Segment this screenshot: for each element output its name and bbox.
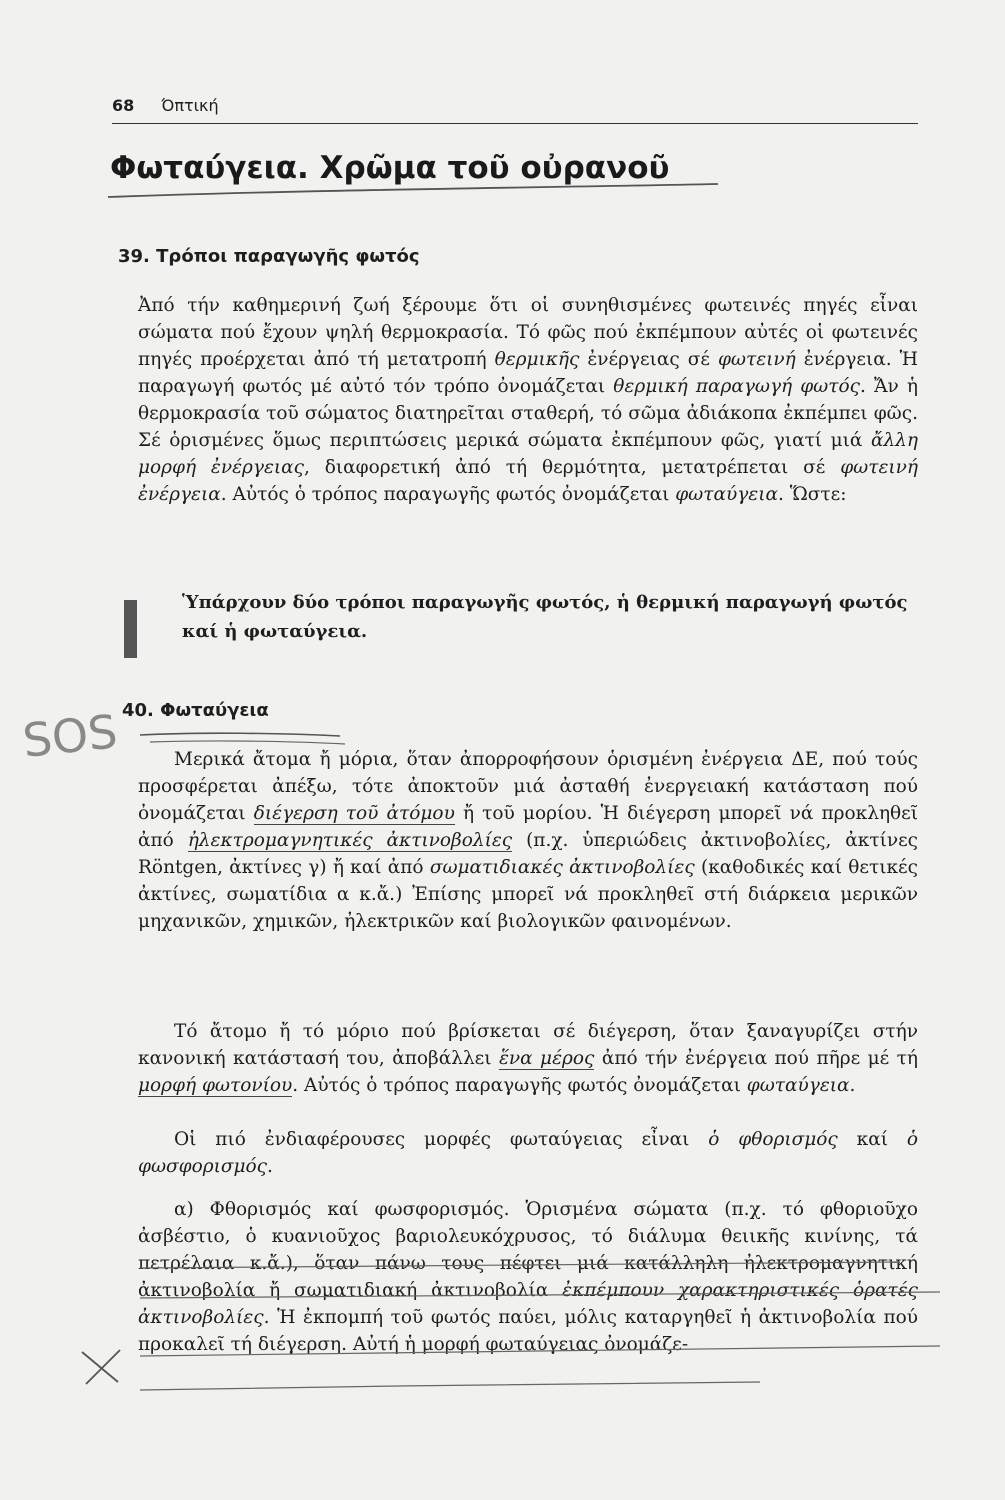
section-40-underline-2 — [150, 741, 345, 744]
margin-handwriting-sos: SOS — [20, 704, 120, 768]
section-40-title: 40. Φωταύγεια — [122, 700, 269, 721]
running-header — [112, 96, 917, 126]
margin-cross-mark — [82, 1350, 120, 1384]
emphasis-bar — [124, 600, 137, 658]
paragraph-excitation: Μερικά ἄτομα ἤ μόρια, ὅταν ἀπορροφήσουν ὁρισμένη ἐνέργεια ΔΕ, πού τούς προσφέρεται ἀπέξω, τότε ἀποκτοῦν μιά ἀσταθή ἐνεργειακή κατάσταση πού ὀνομάζεται διέγερση τοῦ ἀτόμου ἤ τοῦ μορίου. Ἡ διέγερση μπορεῖ νά προκληθεῖ ἀπό ἠλεκτρομαγνητικές ἀκτινοβολίες (π.χ. ὑπεριώδεις ἀκτινοβολίες, ἀκτίνες Röntgen, ἀκτίνες γ) ἤ καί ἀπό σωματιδιακές ἀκτινοβολίες (καθοδικές καί θετικές ἀκτίνες, σωματίδια α κ.ἄ.) Ἐπίσης μπορεῖ νά προκληθεῖ στή διάρκεια μερικῶν μηχανικῶν, χημικῶν, ἠλεκτρικῶν καί βιολογικῶν φαινομένων. — [138, 749, 919, 932]
page-number: 68 — [112, 96, 135, 115]
section-40-underline — [140, 733, 340, 736]
paragraph-photon-emission: Τό ἄτομο ἤ τό μόριο πού βρίσκεται σέ διέγερση, ὅταν ξαναγυρίζει στήν κανονική κατάστασή του, ἀποβάλλει ἕνα μέρος ἀπό τήν ἐνέργεια πού πῆρε μέ τή μορφή φωτονίου. Αὐτός ὁ τρόπος παραγωγῆς φωτός ὀνομάζεται φωταύγεια. — [138, 1021, 918, 1096]
header-rule — [112, 123, 918, 124]
paragraph-forms-of-luminescence: Οἱ πιό ἐνδιαφέρουσες μορφές φωταύγειας εἶναι ὁ φθορισμός καί ὁ φωσφορισμός. — [138, 1129, 918, 1177]
key-statement: Ὑπάρχουν δύο τρόποι παραγωγῆς φωτός, ἡ θερμική παραγωγή φωτός καί ἡ φωταύγεια. — [182, 592, 908, 642]
section-39-title: 39. Τρόποι παραγωγῆς φωτός — [118, 246, 420, 267]
running-title: Όπτική — [161, 96, 219, 115]
line-underline-d — [140, 1382, 760, 1390]
chapter-title: Φωταύγεια. Χρῶμα τοῦ οὐρανοῦ — [110, 150, 670, 186]
paragraph-fluorescence: α) Φθορισμός καί φωσφορισμός. Ὁρισμένα σώματα (π.χ. τό φθοριοῦχο ἀσβέστιο, ὁ κυανιοῦχος βαριολευκόχρυσος, τό διάλυμα θειικῆς κινίνης, τά πετρέλαια κ.ἄ.), ὅταν πάνω τους πέφτει μιά κατάλληλη ἠλεκτρομαγνητική ἀκτινοβολία ἤ σωματιδιακή ἀκτινοβολία ἐκπέμπουν χαρακτηριστικές ὁρατές ἀκτινοβολίες. Ἡ ἐκπομπή τοῦ φωτός παύει, μόλις καταργηθεῖ ἡ ἀκτινοβολία πού προκαλεῖ τή διέγερση. Αὐτή ἡ μορφή φωταύγειας ὀνομάζε- — [138, 1199, 919, 1355]
paragraph-production-of-light: Ἀπό τήν καθημερινή ζωή ξέρουμε ὅτι οἱ συνηθισμένες φωτεινές πηγές εἶναι σώματα πού ἔχουν ψηλή θερμοκρασία. Τό φῶς πού ἐκπέμπουν αὐτές οἱ φωτεινές πηγές προέρχεται ἀπό τή μετατροπή θερμικῆς ἐνέργειας σέ φωτεινή ἐνέργεια. Ἡ παραγωγή φωτός μέ αὐτό τόν τρόπο ὀνομάζεται θερμική παραγωγή φωτός. Ἄν ἡ θερμοκρασία τοῦ σώματος διατηρεῖται σταθερή, τό σῶμα ἀδιάκοπα ἐκπέμπει φῶς. Σέ ὁρισμένες ὅμως περιπτώσεις μερικά σώματα ἐκπέμπουν φῶς, γιατί μιά ἄλλη μορφή ἐνέργειας, διαφορετική ἀπό τή θερμότητα, μετατρέπεται σέ φωτεινή ἐνέργεια. Αὐτός ὁ τρόπος παραγωγῆς φωτός ὀνομάζεται φωταύγεια. Ὥστε: — [138, 295, 918, 505]
